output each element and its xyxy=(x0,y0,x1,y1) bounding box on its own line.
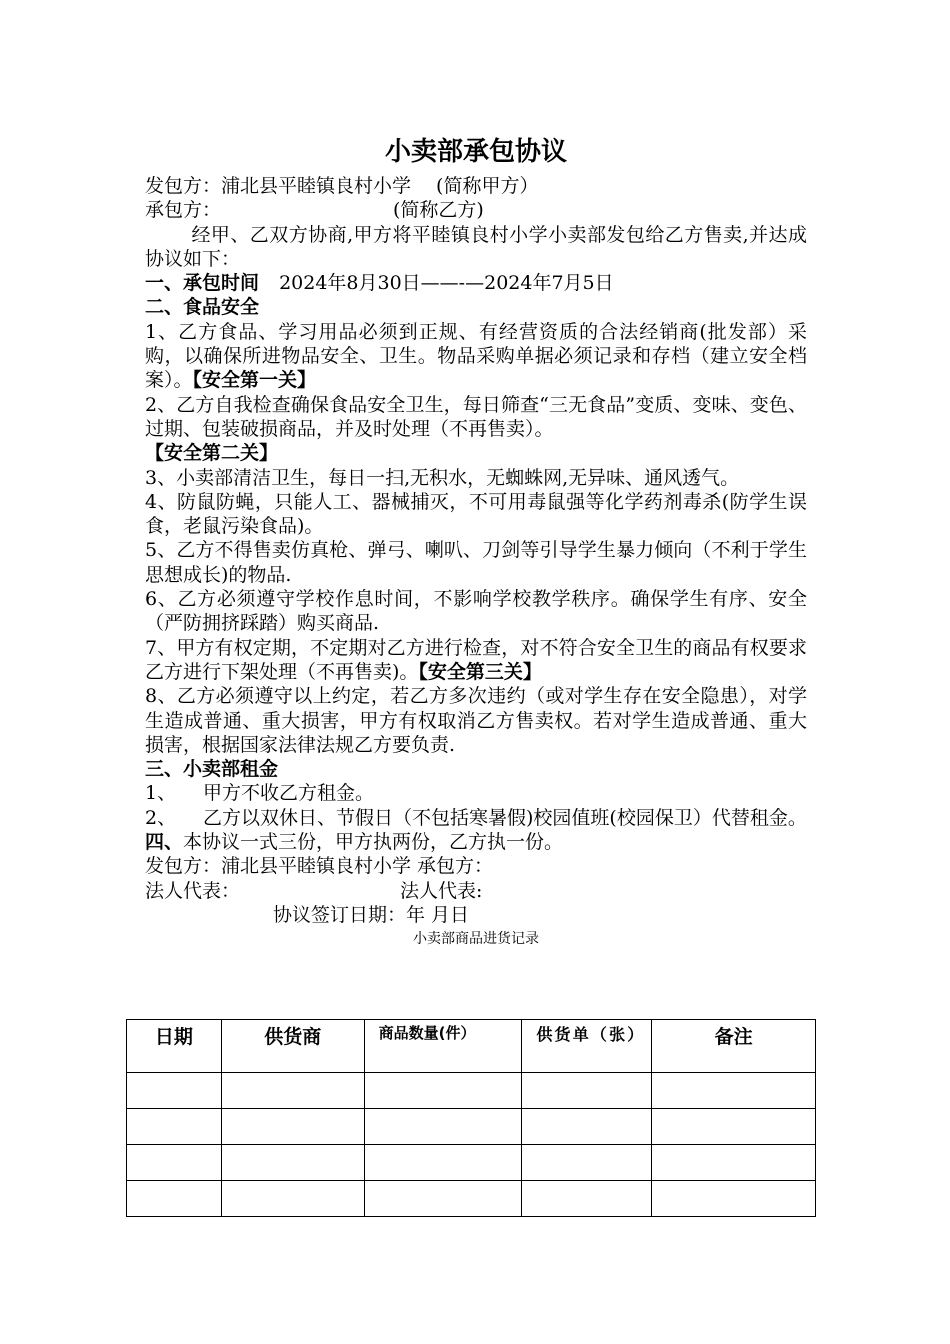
intro-paragraph: 经甲、乙双方协商,甲方将平睦镇良村小学小卖部发包给乙方售卖,并达成协议如下： xyxy=(145,223,807,270)
contractor-line xyxy=(145,198,807,222)
signing-date: 协议签订日期：年 月日 xyxy=(273,903,470,926)
header-supplier: 供货商 xyxy=(221,1020,364,1073)
table-cell[interactable] xyxy=(652,1181,816,1217)
table-cell[interactable] xyxy=(127,1073,222,1109)
table-cell[interactable] xyxy=(652,1145,816,1181)
section-4-heading: 四、 xyxy=(145,831,184,854)
table-row xyxy=(127,1109,816,1145)
issuer-representative: 法人代表： xyxy=(145,879,241,902)
table-row xyxy=(127,1145,816,1181)
rent-item-1: 1、 甲方不收乙方租金。 xyxy=(145,782,375,805)
contractor-label: 承包方： xyxy=(145,199,222,222)
table-cell[interactable] xyxy=(652,1073,816,1109)
table-cell[interactable] xyxy=(522,1181,652,1217)
clause-2-6: 6、乙方必须遵守学校作息时间，不影响学校教学秩序。确保学生有序、安全（严防拥挤踩踏）购买商品. xyxy=(145,588,807,635)
safety-tag-2: 【安全第二关】 xyxy=(145,442,279,465)
header-date: 日期 xyxy=(127,1020,222,1073)
section-2-heading: 二、食品安全 xyxy=(145,296,260,319)
section-3-heading: 三、小卖部租金 xyxy=(145,758,279,781)
header-remarks: 备注 xyxy=(652,1020,816,1073)
safety-tag-1: 【安全第一关】 xyxy=(192,369,317,392)
table-cell[interactable] xyxy=(127,1109,222,1145)
table-cell[interactable] xyxy=(522,1109,652,1145)
contractor-note: (简称乙方) xyxy=(393,199,484,222)
table-row xyxy=(127,1073,816,1109)
table-header-row xyxy=(127,1020,816,1073)
table-cell[interactable] xyxy=(221,1145,364,1181)
table-cell[interactable] xyxy=(127,1145,222,1181)
document-title: 小卖部承包协议 xyxy=(384,137,567,167)
clause-2-4: 4、防鼠防蝇，只能人工、器械捕灭，不可用毒鼠强等化学药剂毒杀(防学生误食，老鼠污染食品)。 xyxy=(145,490,807,538)
agreement-document xyxy=(145,132,807,949)
table-cell[interactable] xyxy=(221,1181,364,1217)
section-1 xyxy=(145,271,807,295)
table-cell[interactable] xyxy=(522,1073,652,1109)
contract-period: 2024年8月30日——-—2024年7月5日 xyxy=(279,272,614,295)
section-1-heading: 一、承包时间 xyxy=(145,272,260,295)
table-caption: 小卖部商品进货记录 xyxy=(413,931,539,948)
clause-2-8: 8、乙方必须遵守以上约定，若乙方多次违约（或对学生存在安全隐患），对学生造成普通、重大损害，甲方有权取消乙方售卖权。若对学生造成普通、重大损害，根据国家法律法规乙方要负责. xyxy=(145,685,807,756)
table-cell[interactable] xyxy=(221,1109,364,1145)
purchase-record-table xyxy=(126,1019,816,1217)
table-cell[interactable] xyxy=(364,1109,522,1145)
table-cell[interactable] xyxy=(364,1181,522,1217)
clause-2-7: 7、甲方有权定期，不定期对乙方进行检查，对不符合安全卫生的商品有权要求乙方进行下架处理（不再售卖)。【安全第三关】 xyxy=(145,636,807,683)
contractor-representative: 法人代表: xyxy=(400,879,483,902)
table-cell[interactable] xyxy=(364,1145,522,1181)
table-cell[interactable] xyxy=(127,1181,222,1217)
rent-item-2: 2、 乙方以双休日、节假日（不包括寒暑假)校园值班(校园保卫）代替租金。 xyxy=(145,806,807,829)
clause-2-2: 2、乙方自我检查确保食品安全卫生，每日筛查“三无食品”变质、变味、变色、过期、包装破损商品，并及时处理（不再售卖）。 【安全第二关】 xyxy=(145,393,807,465)
header-quantity: 商品数量(件） xyxy=(364,1020,522,1073)
signature-representatives xyxy=(145,879,807,903)
table-cell[interactable] xyxy=(364,1073,522,1109)
header-supply-slip: 供货单（张） xyxy=(522,1020,652,1073)
issuer-line: 发包方：浦北县平睦镇良村小学 (简称甲方） xyxy=(145,175,539,197)
clause-2-1: 1、乙方食品、学习用品必须到正规、有经营资质的合法经销商(批发部）采购，以确保所进物品安全、卫生。物品采购单据必须记录和存档（建立安全档案）。【安全第一关】 xyxy=(145,320,807,392)
clause-2-3: 3、小卖部清洁卫生，每日一扫,无积水，无蜘蛛网,无异味、通风透气。 xyxy=(145,466,740,489)
clause-2-5: 5、乙方不得售卖仿真枪、弹弓、喇叭、刀剑等引导学生暴力倾向（不利于学生思想成长)的物品. xyxy=(145,539,807,586)
table-cell[interactable] xyxy=(522,1145,652,1181)
safety-tag-3: 【安全第三关】 xyxy=(418,660,542,683)
table-cell[interactable] xyxy=(652,1109,816,1145)
section-4: 四、本协议一式三份，甲方执两份，乙方执一份。 xyxy=(145,831,564,854)
signature-parties: 发包方：浦北县平睦镇良村小学 承包方： xyxy=(145,855,494,878)
table-row xyxy=(127,1181,816,1217)
table-cell[interactable] xyxy=(221,1073,364,1109)
